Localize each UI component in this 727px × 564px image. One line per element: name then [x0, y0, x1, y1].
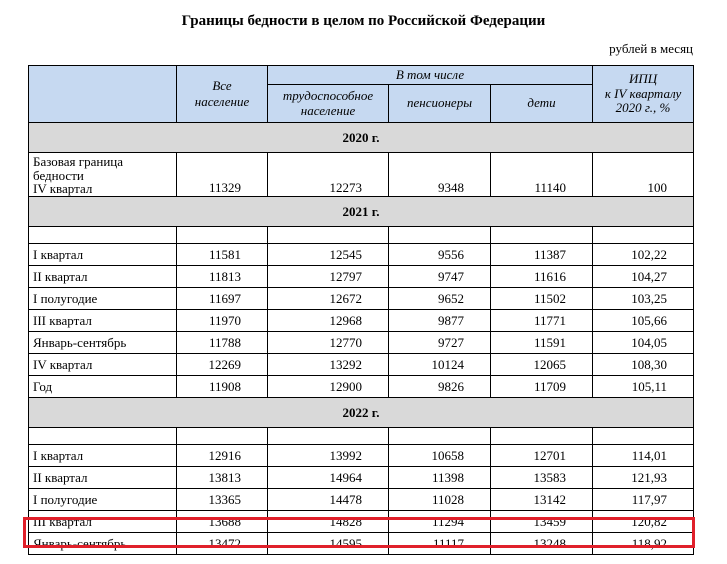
header-working: трудоспособное население [268, 85, 389, 123]
cell-children: 13459 [491, 511, 593, 533]
spacer-row [29, 227, 694, 244]
cell-pensioners: 10658 [389, 445, 491, 467]
cell-pensioners: 11028 [389, 489, 491, 511]
cell-working: 12770 [268, 332, 389, 354]
cell-cpi: 121,93 [593, 467, 694, 489]
cell-all: 12269 [177, 354, 268, 376]
cell-label: II квартал [29, 467, 177, 489]
cell-cpi: 108,30 [593, 354, 694, 376]
spacer-cell [593, 428, 694, 445]
cell-pensioners: 9556 [389, 244, 491, 266]
cell-pensioners: 9727 [389, 332, 491, 354]
cell-cpi: 100 [593, 153, 694, 197]
cell-all: 12916 [177, 445, 268, 467]
cell-pensioners: 9826 [389, 376, 491, 398]
cell-all: 13813 [177, 467, 268, 489]
spacer-cell [389, 428, 491, 445]
cell-working: 12968 [268, 310, 389, 332]
year-label: 2022 г. [29, 398, 694, 428]
cell-label: I квартал [29, 445, 177, 467]
spacer-cell [593, 227, 694, 244]
year-label: 2020 г. [29, 123, 694, 153]
cell-working: 14828 [268, 511, 389, 533]
header-group: В том числе [268, 66, 593, 85]
cell-label: III квартал [29, 310, 177, 332]
cell-pensioners: 11398 [389, 467, 491, 489]
cell-pensioners: 11294 [389, 511, 491, 533]
cell-working: 14478 [268, 489, 389, 511]
cell-pensioners: 10124 [389, 354, 491, 376]
cell-all: 11908 [177, 376, 268, 398]
cell-working: 14964 [268, 467, 389, 489]
cell-label: Год [29, 376, 177, 398]
cell-children: 11591 [491, 332, 593, 354]
cell-cpi: 102,22 [593, 244, 694, 266]
spacer-cell [177, 227, 268, 244]
table-row [29, 288, 694, 310]
cell-working: 12672 [268, 288, 389, 310]
header-children: дети [491, 85, 593, 123]
cell-label: I полугодие [29, 489, 177, 511]
header-all: Все население [177, 66, 268, 123]
cell-all: 13472 [177, 533, 268, 555]
spacer-cell [268, 227, 389, 244]
spacer-cell [29, 428, 177, 445]
cell-children: 12065 [491, 354, 593, 376]
spacer-cell [491, 428, 593, 445]
cell-cpi: 105,66 [593, 310, 694, 332]
cell-working: 12273 [268, 153, 389, 197]
cell-pensioners: 9652 [389, 288, 491, 310]
table-row [29, 244, 694, 266]
cell-children: 13248 [491, 533, 593, 555]
year-row [29, 398, 694, 428]
spacer-cell [491, 227, 593, 244]
cell-cpi: 103,25 [593, 288, 694, 310]
cell-label: I полугодие [29, 288, 177, 310]
cell-working: 12797 [268, 266, 389, 288]
cell-cpi: 114,01 [593, 445, 694, 467]
cell-children: 11502 [491, 288, 593, 310]
year-row [29, 197, 694, 227]
year-row [29, 123, 694, 153]
cell-all: 13365 [177, 489, 268, 511]
cell-children: 11709 [491, 376, 593, 398]
cell-children: 11387 [491, 244, 593, 266]
cell-all: 11581 [177, 244, 268, 266]
cell-cpi: 104,05 [593, 332, 694, 354]
cell-all: 11788 [177, 332, 268, 354]
cell-cpi: 117,97 [593, 489, 694, 511]
spacer-cell [268, 428, 389, 445]
cell-cpi: 105,11 [593, 376, 694, 398]
cell-pensioners: 11117 [389, 533, 491, 555]
cell-label: I квартал [29, 244, 177, 266]
cell-children: 11616 [491, 266, 593, 288]
cell-all: 11813 [177, 266, 268, 288]
cell-working: 13292 [268, 354, 389, 376]
table-row [29, 489, 694, 511]
cell-all: 11329 [177, 153, 268, 197]
spacer-cell [389, 227, 491, 244]
cell-children: 13142 [491, 489, 593, 511]
cell-children: 13583 [491, 467, 593, 489]
cell-label: III квартал [29, 511, 177, 533]
cell-label: IV квартал [29, 354, 177, 376]
header-blank [29, 66, 177, 123]
cell-label: II квартал [29, 266, 177, 288]
cell-children: 11771 [491, 310, 593, 332]
cell-label: Январь-сентябрь [29, 533, 177, 555]
cell-cpi: 104,27 [593, 266, 694, 288]
table-row [29, 445, 694, 467]
cell-working: 12900 [268, 376, 389, 398]
year-label: 2021 г. [29, 197, 694, 227]
table-row [29, 153, 694, 197]
cell-pensioners: 9747 [389, 266, 491, 288]
table-row [29, 533, 694, 555]
cell-pensioners: 9877 [389, 310, 491, 332]
cell-label: Январь-сентябрь [29, 332, 177, 354]
poverty-table [28, 65, 694, 555]
cell-cpi: 118,92 [593, 533, 694, 555]
cell-working: 14595 [268, 533, 389, 555]
page-title: Границы бедности в целом по Российской Федерации [181, 13, 546, 29]
cell-label: Базовая граница бедности IV квартал [29, 153, 177, 197]
table-row [29, 354, 694, 376]
cell-working: 12545 [268, 244, 389, 266]
cell-pensioners: 9348 [389, 153, 491, 197]
units-label: рублей в месяц [609, 41, 693, 56]
header-pensioners: пенсионеры [389, 85, 491, 123]
cell-working: 13992 [268, 445, 389, 467]
table-row [29, 511, 694, 533]
table-row [29, 467, 694, 489]
spacer-cell [29, 227, 177, 244]
spacer-row [29, 428, 694, 445]
cell-all: 11697 [177, 288, 268, 310]
table-body [29, 123, 694, 555]
cell-cpi: 120,82 [593, 511, 694, 533]
table-row [29, 332, 694, 354]
cell-children: 12701 [491, 445, 593, 467]
header-cpi: ИПЦ к IV кварталу 2020 г., % [593, 66, 694, 123]
cell-all: 11970 [177, 310, 268, 332]
spacer-cell [177, 428, 268, 445]
cell-children: 11140 [491, 153, 593, 197]
cell-all: 13688 [177, 511, 268, 533]
table-row [29, 266, 694, 288]
table-row [29, 376, 694, 398]
table-row [29, 310, 694, 332]
